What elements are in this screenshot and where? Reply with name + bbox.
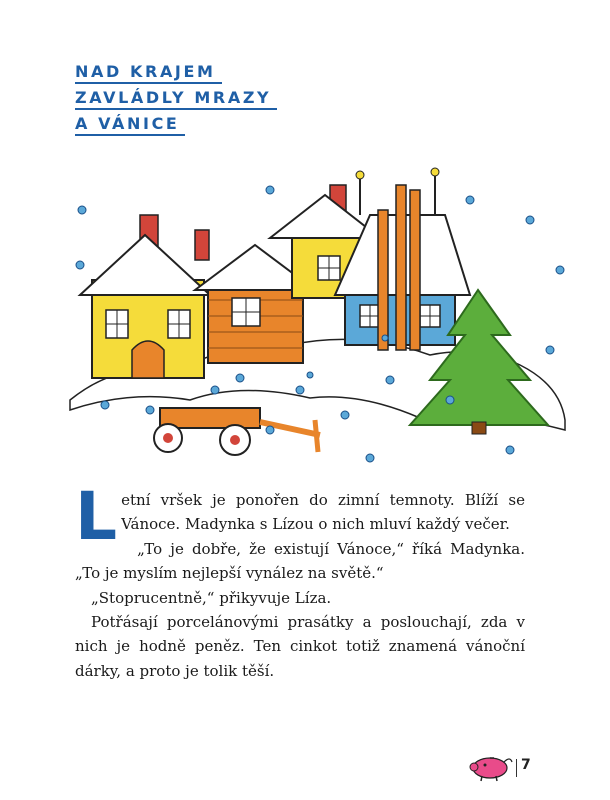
title-line-1: NAD KRAJEM (75, 62, 277, 84)
wooden-cart (154, 408, 320, 455)
page-number-separator (516, 759, 517, 777)
title-line-2: ZAVLÁDLY MRAZY (75, 88, 277, 110)
house-yellow-left (80, 215, 210, 378)
paragraph-1-text: etní vršek je ponořen do zimní temnoty. Blíží se Vánoce. Madynka s Lízou o nich mluví každý večer. (121, 491, 525, 534)
title-line-3: A VÁNICE (75, 114, 277, 136)
page-number: 7 (521, 757, 531, 773)
winter-village-illustration (60, 160, 580, 490)
story-text (75, 478, 525, 683)
paragraph-1 (75, 478, 525, 555)
paragraph-4: Potřásají porcelánovými prasátky a poslouchají, zda v nich je hodně peněz. Ten cinkot totiž znamená vánoční dárky, a proto je tolik těší. (75, 613, 525, 680)
chapter-title (75, 62, 277, 140)
paragraph-2: „To je dobře, že existují Vánoce,“ říká Madynka. „To je myslím nejlepší vynález na světě.“ (75, 539, 525, 583)
drop-cap: L (75, 478, 118, 555)
paragraph-3: „Stoprucentně,“ přikyvuje Líza. (91, 588, 332, 607)
